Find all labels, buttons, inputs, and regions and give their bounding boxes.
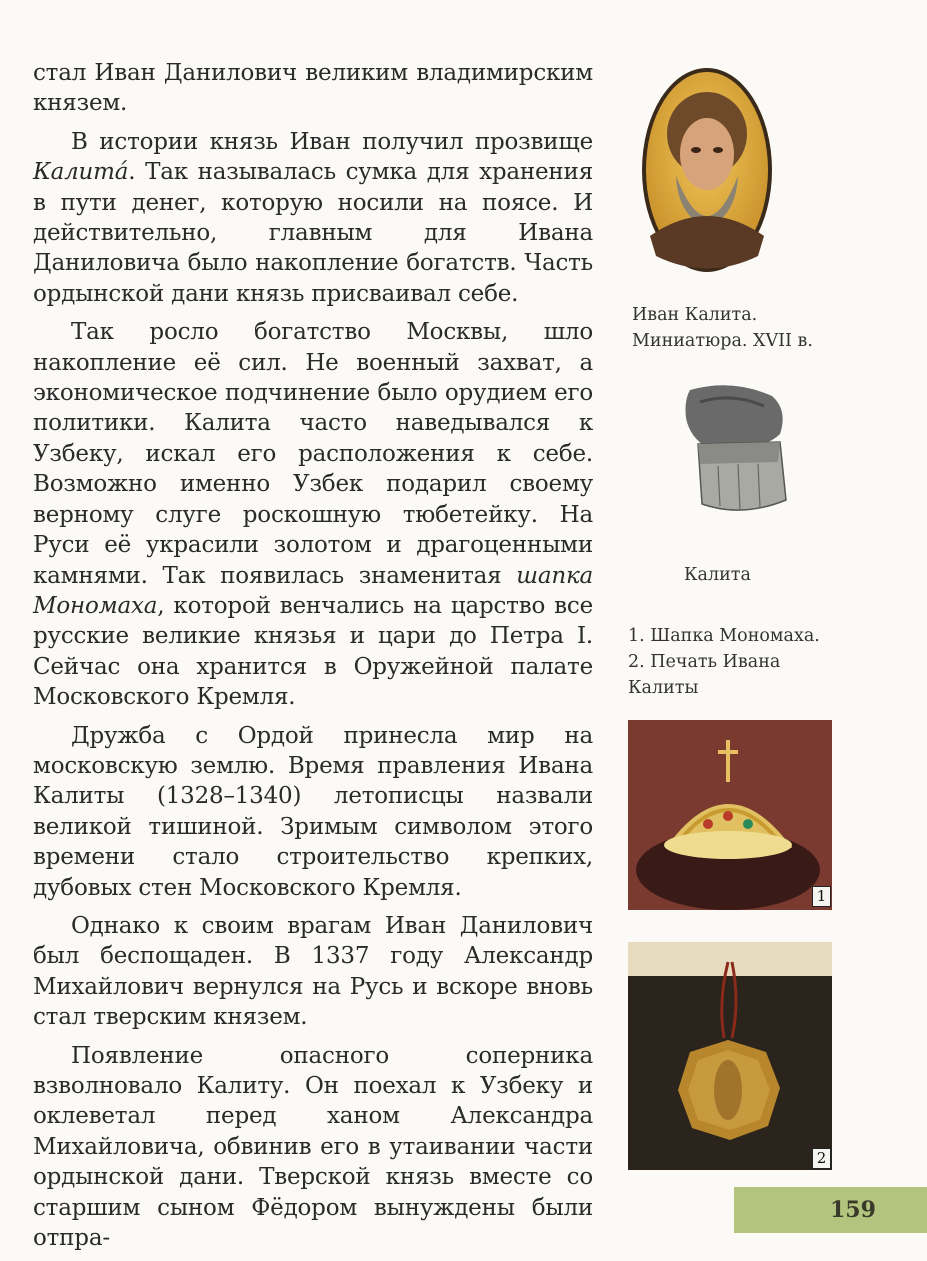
figure-list-caption: 1. Шапка Мономаха. 2. Печать Ивана Калиты <box>628 626 820 698</box>
paragraph-3: Так росло богатство Москвы, шло накопление её сил. Не военный захват, а экономическое подчинение было орудием его политики. Калита часто наведывался к Узбеку, искал его расположения к себе. Возможно именно Узбек подарил своему верному слуге роскошную тюбетейку. На Руси её украсили золотом и драгоценными камнями. Так появилась знаменитая шапка Мономаха, которой венчались на царство все русские великие князья и цари до Петра I. Сейчас она хранится в Оружейной палате Московского Кремля. <box>33 319 593 711</box>
main-text <box>33 58 593 1261</box>
page-number: 159 <box>830 1197 876 1223</box>
monomakh-cap-photo <box>628 720 832 910</box>
paragraph-4: Дружба с Ордой принесла мир на московскую землю. Время правления Ивана Калиты (1328–1340) летописцы назвали великой тишиной. Зримым символом этого времени стало строительство крепких, дубовых стен Московского Кремля. <box>33 722 593 901</box>
paragraph-5: Однако к своим врагам Иван Данилович был беспощаден. В 1337 году Александр Михайлович вернулся на Русь и вскоре вновь стал тверским князем. <box>33 912 593 1031</box>
ivan-kalita-portrait-image <box>640 66 774 274</box>
paragraph-2: В истории князь Иван получил прозвище Калитá. Так называлась сумка для хранения в пути денег, которую носили на поясе. И действительно, главным для Ивана Даниловича было накопление богатств. Часть ордынской дани князь присваивал себе. <box>33 128 593 307</box>
term-kalita: Калитá <box>33 159 129 186</box>
figure-number-1: 1 <box>812 886 831 907</box>
kalita-pouch-image <box>672 382 792 520</box>
figure-number-2: 2 <box>812 1148 831 1169</box>
kalita-seal-photo <box>628 942 832 1170</box>
term-monomakh-cap: шапка Мономаха <box>33 562 593 619</box>
pouch-caption: Калита <box>684 565 751 585</box>
paragraph-1: стал Иван Данилович великим владимирским князем. <box>33 60 593 117</box>
portrait-caption: Иван Калита. Миниатюра. XVII в. <box>632 305 813 351</box>
paragraph-6: Появление опасного соперника взволновало Калиту. Он поехал к Узбеку и оклеветал перед ханом Александра Михайловича, обвинив его в утаивании части ордынской дани. Тверской князь вместе со старшим сыном Фёдором вынуждены были отпра- <box>33 1042 593 1252</box>
